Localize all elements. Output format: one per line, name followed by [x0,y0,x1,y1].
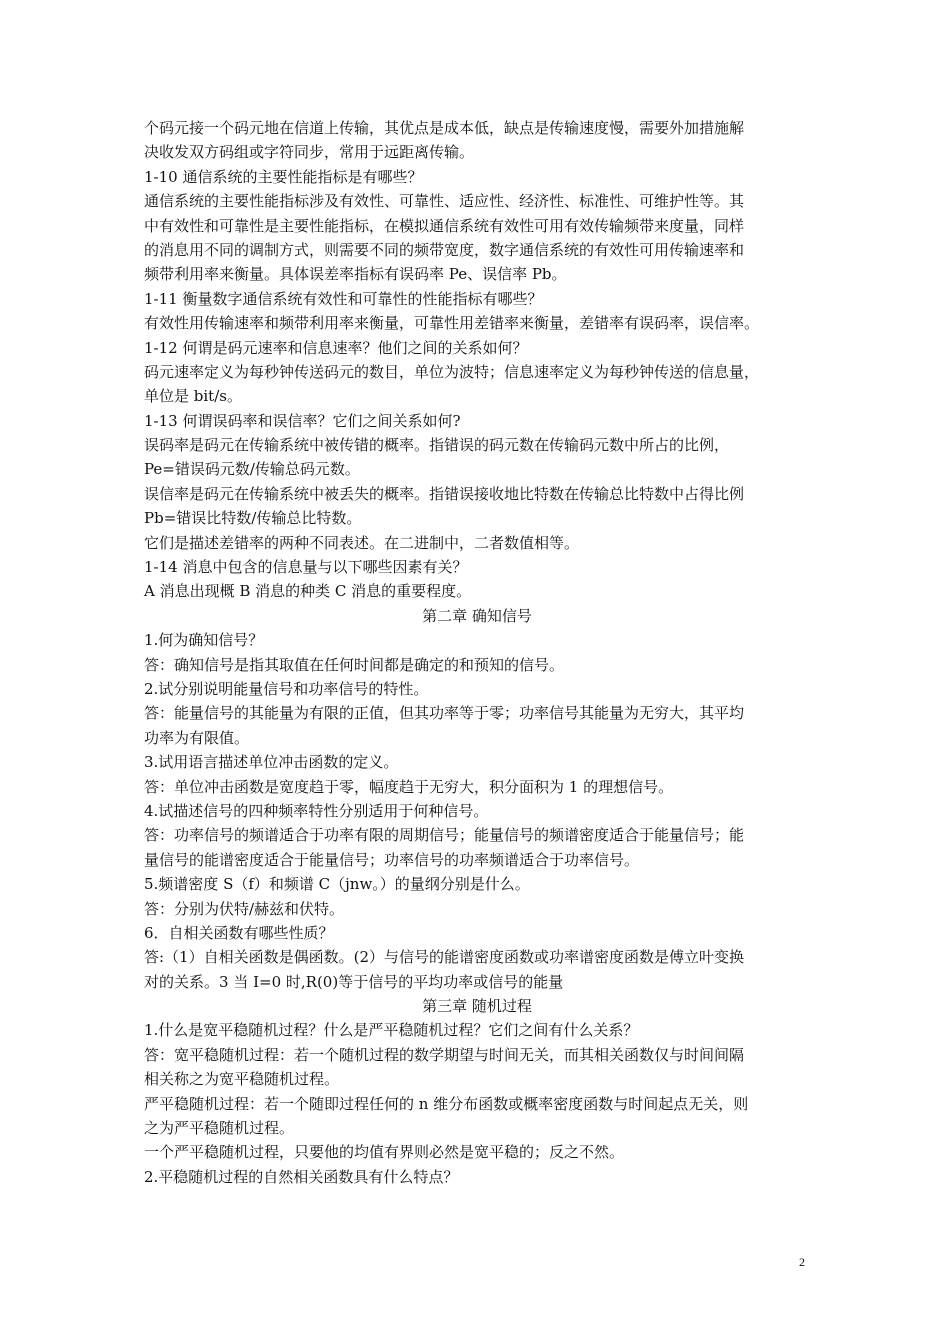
paragraph-line: 严平稳随机过程：若一个随即过程任何的 n 维分布函数或概率密度函数与时间起点无关，则 [144,1094,749,1113]
paragraph-line: Pe=错误码元数/传输总码元数。 [144,460,360,479]
document-body [144,116,810,1189]
paragraph-line: 相关称之为宽平稳随机过程。 [144,1070,340,1089]
paragraph-line: 码元速率定义为每秒钟传送码元的数目，单位为波特；信息速率定义为每秒钟传送的信息量， [144,362,760,381]
question-line: 1-11 衡量数字通信系统有效性和可靠性的性能指标有哪些？ [144,289,543,308]
paragraph-line: 答：能量信号的其能量为有限的正值，但其功率等于零；功率信号其能量为无穷大，其平均 [144,704,745,723]
paragraph-line: 误信率是码元在传输系统中被丢失的概率。指错误接收地比特数在传输总比特数中占得比例 [144,484,745,503]
question-line: 1-13 何谓误码率和误信率？它们之间关系如何? [144,411,461,430]
paragraph-line: 单位是 bit/s。 [144,387,242,406]
paragraph-line: 频带利用率来衡量。具体误差率指标有误码率 Pe、误信率 Pb。 [144,265,567,284]
paragraph-line: 量信号的能谱密度适合于能量信号；功率信号的功率频谱适合于功率信号。 [144,850,640,869]
chapter-heading: 第二章 确知信号 [422,606,532,625]
question-line: 3.试用语言描述单位冲击函数的定义。 [144,753,399,772]
paragraph-line: 误码率是码元在传输系统中被传错的概率。指错误的码元数在传输码元数中所占的比例， [144,436,730,455]
paragraph-line: 之为严平稳随机过程。 [144,1119,295,1138]
paragraph-line: 答：单位冲击函数是宽度趋于零，幅度趋于无穷大，积分面积为 1 的理想信号。 [144,777,674,796]
paragraph-line: 的消息用不同的调制方式，则需要不同的频带宽度，数字通信系统的有效性可用传输速率和 [144,240,745,259]
paragraph-line: 个码元接一个码元地在信道上传输，其优点是成本低，缺点是传输速度慢，需要外加措施解 [144,119,745,137]
paragraph-line: 对的关系。3 当 I=0 时,R(0)等于信号的平均功率或信号的能量 [144,972,564,991]
paragraph-line: 答：分别为伏特/赫兹和伏特。 [144,899,345,918]
question-line: 2.平稳随机过程的自然相关函数具有什么特点？ [144,1167,459,1186]
paragraph-line: 功率为有限值。 [144,728,250,747]
paragraph-line: 答：确知信号是指其取值在任何时间都是确定的和预知的信号。 [144,655,565,674]
question-line: 1-14 消息中包含的信息量与以下哪些因素有关？ [144,558,468,577]
paragraph-line: 一个严平稳随机过程，只要他的均值有界则必然是宽平稳的；反之不然。 [144,1143,625,1162]
question-line: 5.频谱密度 S（f）和频谱 C（jnw。）的量纲分别是什么。 [144,875,530,894]
question-line: 1-10 通信系统的主要性能指标是有哪些？ [144,167,423,186]
paragraph-line: 答：功率信号的频谱适合于功率有限的周期信号；能量信号的频谱密度适合于能量信号；能 [144,826,745,845]
question-line: 1-12 何谓是码元速率和信息速率？他们之间的关系如何？ [144,338,528,357]
question-line: 6．自相关函数有哪些性质？ [144,923,334,942]
paragraph-line: 中有效性和可靠性是主要性能指标，在模拟通信系统有效性可用有效传输频带来度量，同样 [144,216,745,235]
paragraph-line: Pb=错误比特数/传输总比特数。 [144,509,362,528]
question-line: 1.什么是宽平稳随机过程？什么是严平稳随机过程？它们之间有什么关系？ [144,1021,639,1040]
paragraph-line: 有效性用传输速率和频带利用率来衡量，可靠性用差错率来衡量，差错率有误码率，误信率。 [144,314,760,333]
question-line: 2.试分别说明能量信号和功率信号的特性。 [144,679,429,698]
paragraph-line: 答：宽平稳随机过程：若一个随机过程的数学期望与时间无关，而其相关函数仅与时间间隔 [144,1045,745,1064]
paragraph-line: A 消息出现概 B 消息的种类 C 消息的重要程度。 [144,582,472,601]
paragraph-line: 它们是描述差错率的两种不同表述。在二进制中，二者数值相等。 [144,533,580,552]
paragraph-line: 决收发双方码组或字符同步，常用于远距离传输。 [144,143,475,162]
page-number: 2 [799,1255,805,1269]
paragraph-line: 答:（1）自相关函数是偶函数。(2）与信号的能谱密度函数或功率谱密度函数是傅立叶变换 [144,948,744,967]
question-line: 1.何为确知信号？ [144,631,264,650]
paragraph-line: 通信系统的主要性能指标涉及有效性、可靠性、适应性、经济性、标准性、可维护性等。其 [144,192,745,211]
chapter-heading: 第三章 随机过程 [422,997,532,1016]
question-line: 4.试描述信号的四种频率特性分别适用于何种信号。 [144,801,489,820]
